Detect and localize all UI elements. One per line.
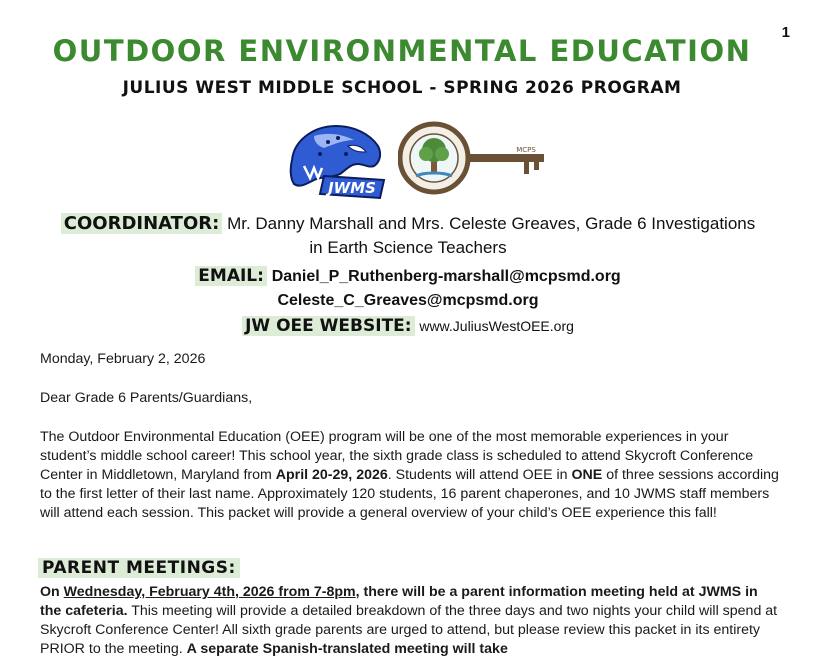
coordinator-names: Mr. Danny Marshall and Mrs. Celeste Greaves, Grade 6 Investigations	[227, 214, 756, 233]
email-label: EMAIL:	[195, 266, 267, 286]
intro-one: ONE	[571, 467, 603, 483]
website-block	[0, 314, 816, 338]
intro-paragraph	[40, 428, 780, 523]
meeting-location: , there will be a parent information meeting held at JWMS in the cafeteria.	[40, 584, 758, 619]
oee-key-logo	[398, 118, 548, 200]
intro-dates: April 20-29, 2026	[275, 467, 388, 483]
website-url[interactable]: www.JuliusWestOEE.org	[419, 318, 574, 334]
meeting-date: Wednesday, February 4th, 2026 from 7-8pm	[63, 584, 356, 600]
coordinator-label: COORDINATOR:	[61, 213, 223, 234]
page-number: 1	[781, 24, 790, 41]
letter-date: Monday, February 2, 2026	[40, 351, 206, 367]
coordinator-block	[0, 212, 816, 260]
intro-text-3: of three sessions according to the first letter of their last name. Approximately 120 students, 16 parent chaperones, and 10 JWMS staff members will attend each session. This packet will provide a general overview of your child’s OEE experience this fall!	[40, 467, 779, 521]
email-block	[0, 264, 816, 289]
intro-text-1: The Outdoor Environmental Education (OEE) program will be one of the most memorable experiences in your student’s middle school career! This school year, the sixth grade class is scheduled to attend Skycroft Conference Center in Middletown, Maryland from	[40, 429, 754, 483]
meeting-spanish-note: A separate Spanish-translated meeting will take	[186, 641, 508, 657]
coordinator-names-line2: in Earth Science Teachers	[309, 238, 507, 257]
jwms-logo-text: JWMS	[328, 179, 376, 197]
mcps-key-text: MCPS	[516, 146, 536, 154]
letter-greeting: Dear Grade 6 Parents/Guardians,	[40, 390, 253, 406]
page-subtitle: JULIUS WEST MIDDLE SCHOOL - SPRING 2026 PROGRAM	[122, 78, 682, 98]
email-address-2[interactable]: Celeste_C_Greaves@mcpsmd.org	[277, 292, 539, 309]
email-address-1[interactable]: Daniel_P_Ruthenberg-marshall@mcpsmd.org	[271, 268, 621, 285]
meeting-on: On	[40, 584, 64, 600]
jwms-jaguar-logo	[284, 118, 388, 200]
parent-meetings-paragraph	[40, 583, 780, 659]
parent-meetings-heading: PARENT MEETINGS:	[38, 558, 240, 578]
page-title: OUTDOOR ENVIRONMENTAL EDUCATION	[52, 34, 752, 68]
intro-text-2: . Students will attend OEE in	[387, 467, 572, 483]
meeting-text: This meeting will provide a detailed breakdown of the three days and two nights your child will spend at Skycroft Conference Center! All sixth grade parents are urged to attend, but please review this packet in its entirety PRIOR to the meeting.	[40, 603, 778, 657]
website-label: JW OEE WEBSITE:	[242, 316, 415, 336]
